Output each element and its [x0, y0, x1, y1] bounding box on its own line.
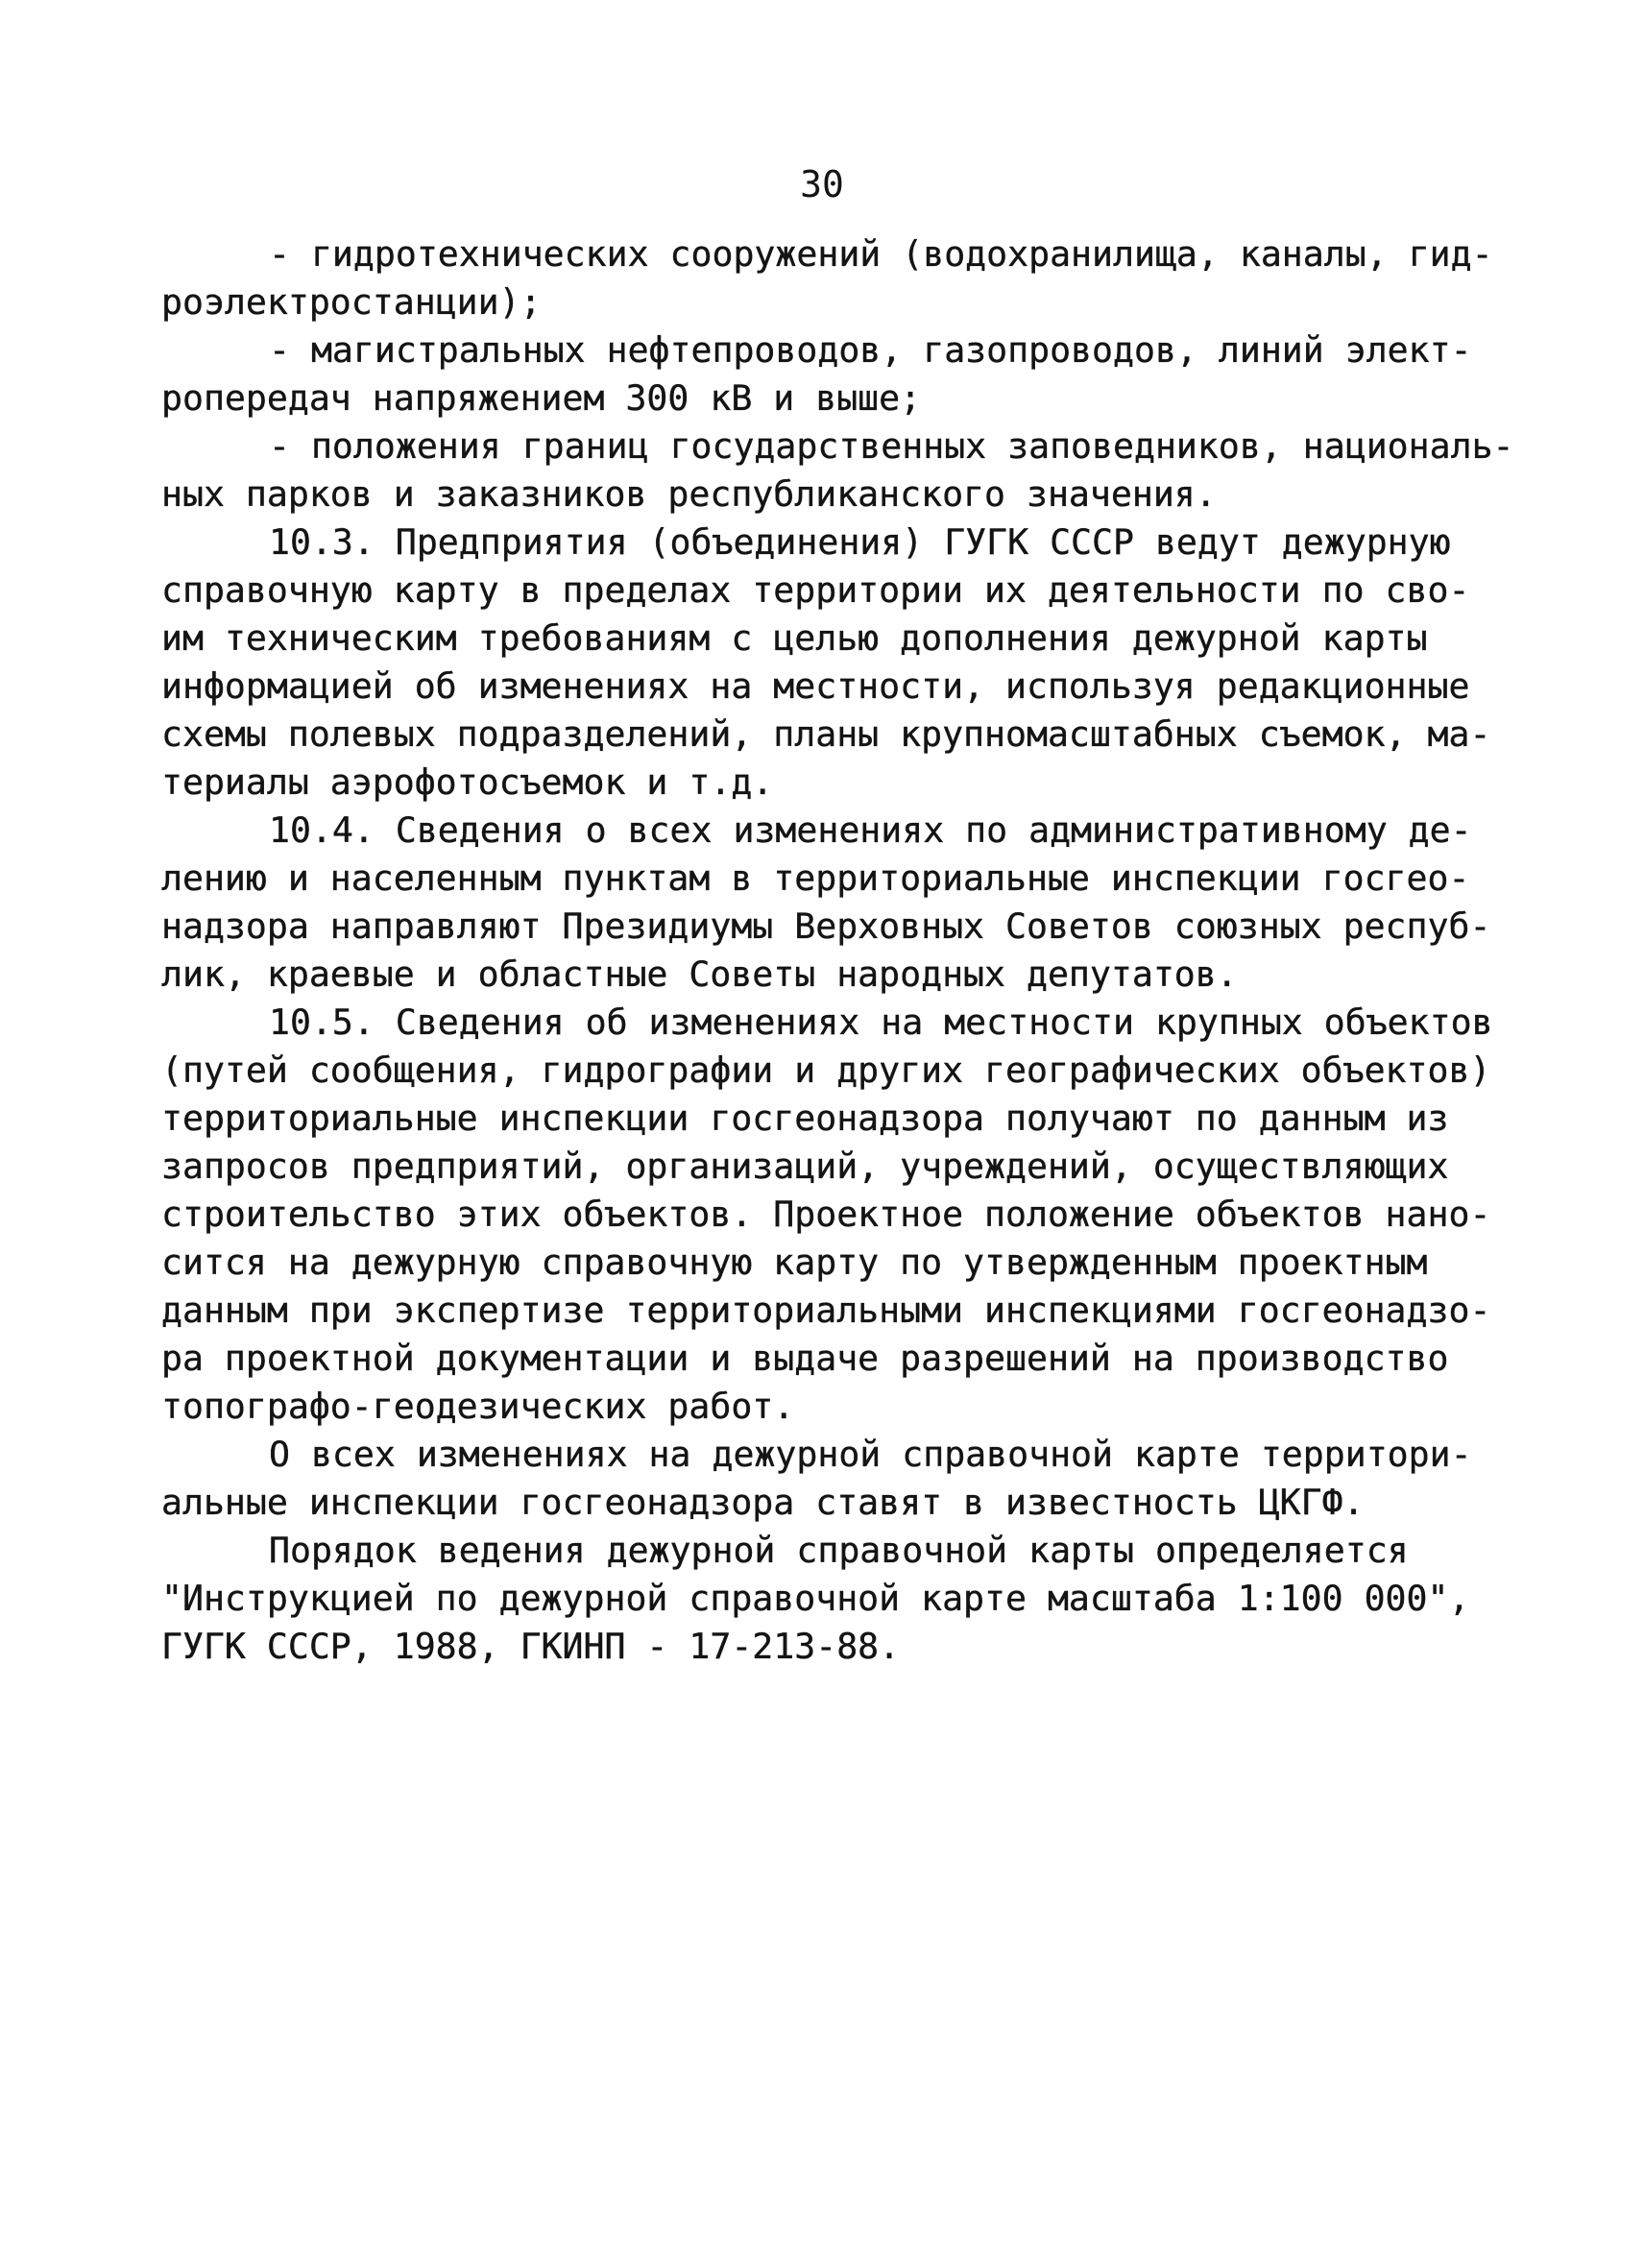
- text-line: ропередач напряжением 300 кВ и выше;: [161, 377, 922, 419]
- text-line: ра проектной документации и выдаче разрешений на производство: [161, 1338, 1449, 1379]
- text-line: - гидротехнических сооружений (водохранилища, каналы, гид-: [269, 233, 1493, 275]
- text-line: роэлектростанции);: [161, 281, 542, 323]
- text-line: Порядок ведения дежурной справочной карты определяется: [269, 1530, 1409, 1571]
- text-line: справочную карту в пределах территории их деятельности по сво-: [161, 569, 1470, 611]
- text-line: териалы аэрофотосъемок и т.д.: [161, 761, 774, 803]
- text-line: информацией об изменениях на местности, используя редакционные: [161, 665, 1470, 707]
- body-text: [161, 230, 1514, 1671]
- text-line: запросов предприятий, организаций, учреждений, осуществляющих: [161, 1146, 1449, 1187]
- text-line: 10.5. Сведения об изменениях на местности крупных объектов: [269, 1001, 1493, 1043]
- text-line: лик, краевые и областные Советы народных депутатов.: [161, 953, 1238, 995]
- text-line: надзора направляют Президиумы Верховных Советов союзных респуб-: [161, 905, 1491, 947]
- text-line: ных парков и заказников республиканского значения.: [161, 473, 1217, 515]
- text-line: топографо-геодезических работ.: [161, 1386, 795, 1427]
- text-line: строительство этих объектов. Проектное положение объектов нано-: [161, 1194, 1491, 1235]
- text-line: О всех изменениях на дежурной справочной карте территори-: [269, 1434, 1472, 1475]
- text-line: 10.4. Сведения о всех изменениях по административному де-: [269, 809, 1472, 851]
- text-line: данным при экспертизе территориальными инспекциями госгеонадзо-: [161, 1290, 1491, 1331]
- text-line: лению и населенным пунктам в территориальные инспекции госгео-: [161, 857, 1470, 899]
- text-line: альные инспекции госгеонадзора ставят в известность ЦКГФ.: [161, 1482, 1365, 1523]
- text-line: ГУГК СССР, 1988, ГКИНП - 17-213-88.: [161, 1626, 901, 1667]
- text-line: территориальные инспекции госгеонадзора получают по данным из: [161, 1098, 1449, 1139]
- text-line: сится на дежурную справочную карту по утвержденным проектным: [161, 1242, 1428, 1283]
- text-line: 10.3. Предприятия (объединения) ГУГК СССР ведут дежурную: [269, 521, 1451, 563]
- text-line: (путей сообщения, гидрографии и других географических объектов): [161, 1050, 1491, 1091]
- text-line: - положения границ государственных заповедников, националь-: [269, 425, 1514, 467]
- page-number: 30: [800, 163, 844, 205]
- text-line: "Инструкцией по дежурной справочной карте масштаба 1:100 000",: [161, 1578, 1470, 1619]
- text-line: - магистральных нефтепроводов, газопроводов, линий элект-: [269, 329, 1472, 371]
- text-line: схемы полевых подразделений, планы крупномасштабных съемок, ма-: [161, 713, 1491, 755]
- text-line: им техническим требованиям с целью дополнения дежурной карты: [161, 617, 1428, 659]
